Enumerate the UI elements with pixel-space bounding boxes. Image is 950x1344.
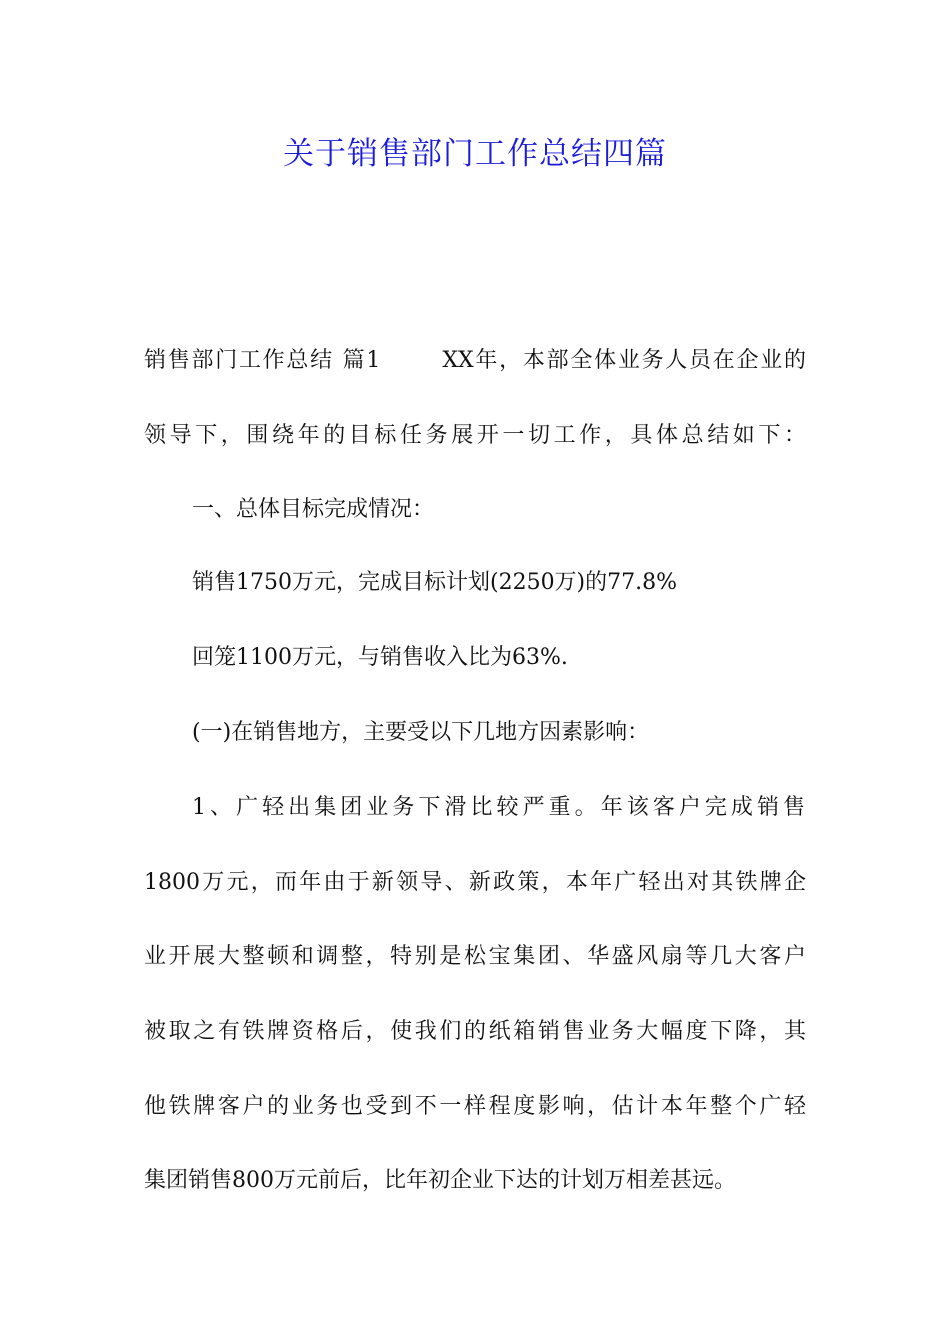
paragraph-line: 销售1750万元，完成目标计划(2250万)的77.8% bbox=[192, 570, 678, 595]
paragraph-line: 领导下，围绕年的目标任务展开一切工作，具体总结如下： bbox=[144, 423, 806, 448]
paragraph-line: 业开展大整顿和调整，特别是松宝集团、华盛风扇等几大客户 bbox=[144, 944, 806, 969]
paragraph-line: 1、广轻出集团业务下滑比较严重。年该客户完成销售 bbox=[192, 795, 805, 820]
paragraph-line: 他铁牌客户的业务也受到不一样程度影响，估计本年整个广轻 bbox=[144, 1094, 806, 1119]
paragraph-line: 集团销售800万元前后，比年初企业下达的计划万相差甚远。 bbox=[144, 1168, 736, 1193]
paragraph-line bbox=[144, 341, 806, 381]
document-title: 关于销售部门工作总结四篇 bbox=[283, 136, 667, 172]
section-heading: 销售部门工作总结 篇1 bbox=[144, 348, 381, 373]
subheading-line: 一、总体目标完成情况： bbox=[192, 497, 435, 522]
paragraph-text: XX年，本部全体业务人员在企业的 bbox=[442, 348, 806, 373]
paragraph-line: 回笼1100万元，与销售收入比为63%. bbox=[192, 645, 568, 670]
paragraph-line: 1800万元，而年由于新领导、新政策，本年广轻出对其铁牌企 bbox=[144, 870, 806, 895]
paragraph-line: 被取之有铁牌资格后，使我们的纸箱销售业务大幅度下降，其 bbox=[144, 1019, 806, 1044]
paragraph-line: (一)在销售地方，主要受以下几地方因素影响： bbox=[192, 720, 650, 745]
